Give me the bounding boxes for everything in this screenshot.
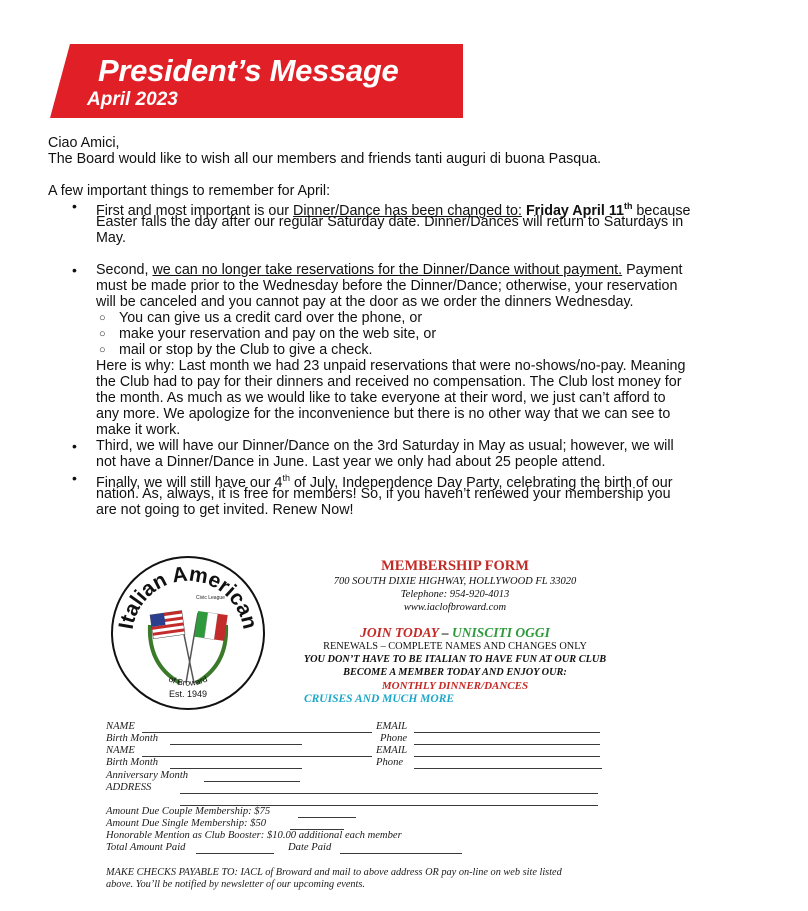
- bullet-glyph: •: [72, 262, 77, 278]
- president-message-banner: [50, 44, 463, 118]
- bullet-1-line-2: Easter falls the day after our regular Saturday date. Dinner/Dances will return to Saturdays in: [96, 214, 684, 230]
- why-line-2: the Club had to pay for their dinners and received no compensation. The Club lost money for: [96, 374, 682, 390]
- unisciti-oggi: UNISCITI OGGI: [451, 625, 550, 640]
- bullet-3-line-2: not have a Dinner/Dance in June. Last year we only had about 25 people attend.: [96, 454, 606, 470]
- iacl-logo: [110, 555, 266, 711]
- bullet-glyph: •: [72, 470, 77, 486]
- email-label: EMAIL: [376, 721, 408, 732]
- birth-month-line-2[interactable]: [170, 768, 302, 769]
- birth-month-label-2: Birth Month: [106, 757, 159, 768]
- option-web-site: make your reservation and pay on the web site, or: [119, 326, 437, 342]
- birth-month-line-1[interactable]: [170, 744, 302, 745]
- bullet-1-line-3: May.: [96, 230, 126, 246]
- logo-arc-text: Italian American: [114, 562, 262, 632]
- name-line-2[interactable]: [142, 756, 372, 757]
- sub-bullet-glyph: ○: [99, 344, 106, 356]
- anniversary-label: Anniversary Month: [106, 770, 189, 781]
- bullet-3-line-1: Third, we will have our Dinner/Dance on the 3rd Saturday in May as usual; however, we will: [96, 438, 674, 454]
- date-paid-label: Date Paid: [288, 842, 332, 853]
- bullet-2-line-3: will be canceled and you cannot pay at the door as we order the dinners Wednesday.: [96, 294, 634, 310]
- renewals-line: RENEWALS – COMPLETE NAMES AND CHANGES ONLY: [323, 641, 587, 652]
- bullet-1-line-1: First and most important is our Dinner/Dance has been changed to: Friday April 11th because: [96, 201, 691, 219]
- logo-bottom-text: of Broward: [167, 673, 209, 688]
- option-mail-check: mail or stop by the Club to give a check.: [119, 342, 373, 358]
- single-membership-label: Amount Due Single Membership: $50: [106, 818, 267, 829]
- email-line-1[interactable]: [414, 732, 600, 733]
- club-booster-label: Honorable Mention as Club Booster: $10.00 additional each member: [106, 830, 402, 841]
- address-line-1[interactable]: [180, 793, 598, 794]
- banner-subtitle: April 2023: [87, 89, 178, 110]
- why-line-4: any more. We apologize for the inconvenience but there is no other way that we can see to: [96, 406, 671, 422]
- become-line: BECOME A MEMBER TODAY AND ENJOY OUR:: [343, 667, 567, 678]
- bullet-4-line-3: are not going to get invited. Renew Now!: [96, 502, 354, 518]
- logo-small-text: Civic League: [196, 595, 225, 601]
- why-line-3: the month. As much as we would like to take everyone at their word, we just can’t afford to: [96, 390, 666, 406]
- couple-membership-label: Amount Due Couple Membership: $75: [106, 806, 271, 817]
- phone-label: Phone: [380, 733, 408, 744]
- form-website: www.iaclofbroward.com: [403, 602, 507, 613]
- join-today-line: JOIN TODAY – UNISCITI OGGI: [360, 625, 550, 640]
- join-today: JOIN TODAY: [360, 625, 439, 640]
- checks-payable-line-1: MAKE CHECKS PAYABLE TO: IACL of Broward and mail to above address OR pay on-line on web site listed: [106, 867, 562, 878]
- phone-label-2: Phone: [376, 757, 404, 768]
- total-paid-line[interactable]: [196, 853, 274, 854]
- birth-month-label: Birth Month: [106, 733, 159, 744]
- banner-title: President’s Message: [98, 53, 399, 88]
- cruises-line: CRUISES AND MUCH MORE: [303, 693, 455, 705]
- bullet-4-line-2: nation. As, always, it is free for members! So, if you haven’t renewed your membership you: [96, 486, 671, 502]
- email-label-2: EMAIL: [376, 745, 408, 756]
- logo-est: Est. 1949: [168, 689, 208, 699]
- option-credit-card: You can give us a credit card over the phone, or: [119, 310, 423, 326]
- email-line-2[interactable]: [414, 756, 600, 757]
- fun-line: YOU DON’T HAVE TO BE ITALIAN TO HAVE FUN AT OUR CLUB: [303, 654, 607, 665]
- bullet-glyph: •: [72, 438, 77, 454]
- phone-line-1[interactable]: [414, 744, 600, 745]
- why-line-1: Here is why: Last month we had 23 unpaid reservations that were no-shows/no-pay. Meaning: [96, 358, 686, 374]
- monthly-dinner-dances: MONTHLY DINNER/DANCES: [381, 680, 529, 692]
- bullet-4-line-1: Finally, we will still have our 4th of July, Independence Day Party, celebrating the birth of our: [96, 473, 673, 491]
- checks-payable-line-2: above. You’ll be notified by newsletter of our upcoming events.: [106, 879, 366, 890]
- friday-april-11: Friday April 11: [525, 202, 624, 219]
- name-label: NAME: [106, 721, 135, 732]
- intro-line: A few important things to remember for April:: [48, 183, 331, 199]
- sub-bullet-glyph: ○: [99, 328, 106, 340]
- greeting: Ciao Amici,: [48, 135, 120, 151]
- form-telephone: Telephone: 954-920-4013: [400, 589, 510, 600]
- address-label: ADDRESS: [106, 782, 152, 793]
- sub-bullet-glyph: ○: [99, 312, 106, 324]
- form-address: 700 SOUTH DIXIE HIGHWAY, HOLLYWOOD FL 33020: [333, 576, 577, 587]
- bullet-2-line-1: Second, we can no longer take reservations for the Dinner/Dance without payment. Payment: [96, 262, 683, 278]
- phone-line-2[interactable]: [414, 768, 602, 769]
- easter-wishes: The Board would like to wish all our members and friends tanti auguri di buona Pasqua.: [48, 151, 602, 167]
- why-line-5: make it work.: [96, 422, 181, 438]
- name-label-2: NAME: [106, 745, 135, 756]
- bullet-glyph: •: [72, 198, 77, 214]
- anniversary-line[interactable]: [204, 781, 300, 782]
- date-paid-line[interactable]: [340, 853, 462, 854]
- bullet-2-line-2: must be made prior to the Wednesday before the Dinner/Dance; otherwise, your reservation: [96, 278, 678, 294]
- name-line-1[interactable]: [142, 732, 372, 733]
- total-paid-label: Total Amount Paid: [106, 842, 186, 853]
- form-title: MEMBERSHIP FORM: [381, 558, 529, 574]
- couple-amount-line[interactable]: [298, 817, 356, 818]
